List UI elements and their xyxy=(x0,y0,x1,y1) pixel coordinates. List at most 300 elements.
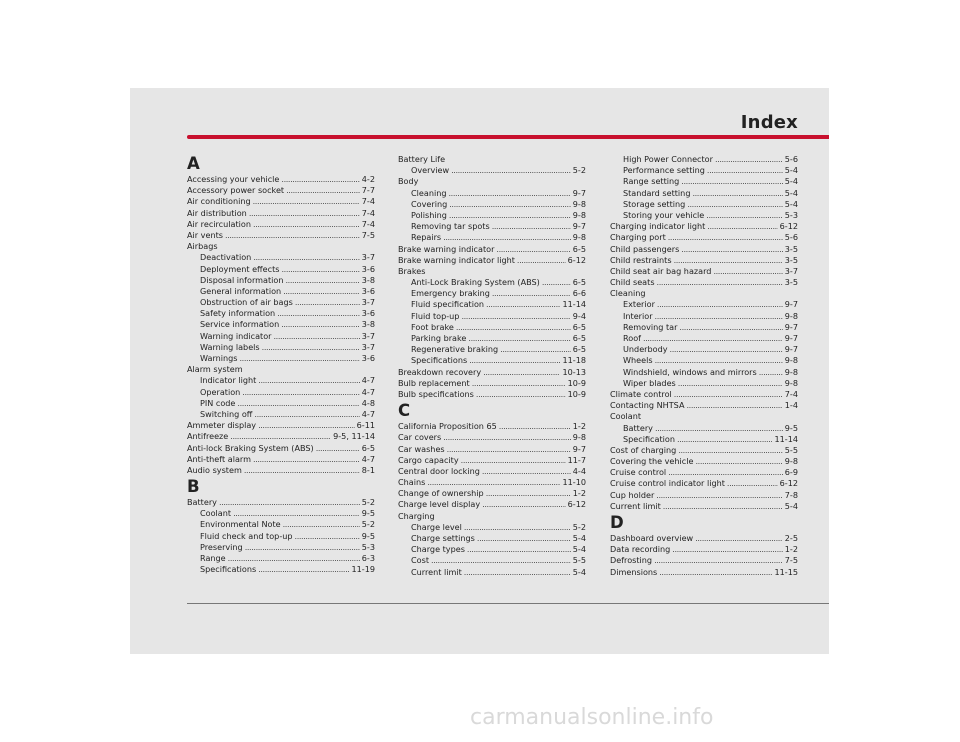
index-subentry xyxy=(398,199,586,210)
leader-dots xyxy=(681,244,782,255)
entry-page: 9-8 xyxy=(572,232,586,243)
leader-dots xyxy=(225,230,360,241)
leader-dots xyxy=(759,367,783,378)
leader-dots xyxy=(249,208,360,219)
index-entry xyxy=(610,255,798,266)
index-entry xyxy=(187,208,375,219)
index-subentry xyxy=(187,531,375,542)
index-entry xyxy=(610,533,798,544)
entry-page: 3-6 xyxy=(361,308,375,319)
index-entry xyxy=(610,221,798,232)
entry-text: Wiper blades xyxy=(623,377,676,388)
entry-text: Cleaning xyxy=(411,187,447,198)
leader-dots xyxy=(281,319,360,330)
index-entry xyxy=(398,421,586,432)
index-entry xyxy=(610,490,798,501)
leader-dots xyxy=(713,266,782,277)
index-subentry xyxy=(398,311,586,322)
leader-dots xyxy=(237,398,359,409)
index-subentry xyxy=(398,299,586,310)
entry-page: 6-5 xyxy=(572,333,586,343)
entry-text: Child seats xyxy=(610,277,655,288)
entry-page: 9-7 xyxy=(784,333,798,343)
leader-dots xyxy=(443,432,571,443)
footer-rule xyxy=(187,603,829,604)
leader-dots xyxy=(467,544,571,555)
leader-dots xyxy=(659,567,772,578)
entry-page: 1-2 xyxy=(572,421,586,432)
entry-text: Chains xyxy=(398,477,426,488)
index-entry xyxy=(187,497,375,508)
leader-dots xyxy=(451,165,571,176)
leader-dots xyxy=(483,367,560,378)
index-entry xyxy=(398,488,586,499)
index-subentry xyxy=(187,542,375,553)
index-entry xyxy=(187,443,375,454)
entry-text: Switching off xyxy=(200,408,253,419)
leader-dots xyxy=(242,387,359,398)
leader-dots xyxy=(657,299,783,310)
entry-text: Battery xyxy=(623,422,653,433)
entry-text: Repairs xyxy=(411,232,442,243)
entry-page: 4-8 xyxy=(361,397,375,408)
entry-page: 9-8 xyxy=(572,198,586,209)
entry-text: Audio system xyxy=(187,464,242,475)
leader-dots xyxy=(449,210,571,221)
index-subentry xyxy=(398,288,586,299)
index-entry xyxy=(398,176,586,187)
entry-page: 5-6 xyxy=(784,232,798,243)
leader-dots xyxy=(449,188,571,199)
leader-dots xyxy=(706,210,782,221)
index-subentry xyxy=(610,378,798,389)
index-entry xyxy=(187,241,375,252)
entry-text: Contacting NHTSA xyxy=(610,400,685,411)
entry-page: 6-12 xyxy=(567,499,586,510)
entry-text: Defrosting xyxy=(610,555,653,566)
entry-text: Range xyxy=(200,553,226,563)
entry-page: 3-6 xyxy=(361,263,375,274)
entry-text: Airbags xyxy=(187,241,218,252)
index-entry xyxy=(398,477,586,488)
entry-text: Dimensions xyxy=(610,566,658,577)
leader-dots xyxy=(655,311,783,322)
entry-text: Cost xyxy=(411,555,429,566)
entry-text: Data recording xyxy=(610,544,671,555)
entry-text: Anti-theft alarm xyxy=(187,453,251,464)
entry-text: Car washes xyxy=(398,443,445,454)
entry-text: Performance setting xyxy=(623,165,705,176)
index-subentry xyxy=(187,286,375,297)
leader-dots xyxy=(449,199,571,210)
entry-page: 3-5 xyxy=(784,277,798,288)
leader-dots xyxy=(674,255,783,266)
leader-dots xyxy=(679,322,782,333)
index-subentry xyxy=(398,355,586,366)
entry-text: Indicator light xyxy=(200,375,257,386)
entry-page: 5-5 xyxy=(572,555,586,566)
entry-text: Coolant xyxy=(200,508,232,519)
index-subentry xyxy=(187,342,375,353)
index-subentry xyxy=(398,165,586,176)
watermark-logo: carmanualsonline.info xyxy=(470,705,714,730)
entry-page: 9-8 xyxy=(784,310,798,321)
entry-text: Climate control xyxy=(610,388,672,399)
leader-dots xyxy=(727,478,778,489)
entry-text: Change of ownership xyxy=(398,488,484,499)
entry-page: 5-4 xyxy=(784,187,798,198)
entry-text: Obstruction of air bags xyxy=(200,297,293,308)
leader-dots xyxy=(500,344,571,355)
section-letter: C xyxy=(398,401,411,421)
entry-page: 3-5 xyxy=(784,243,798,254)
entry-text: Emergency braking xyxy=(411,288,490,299)
entry-text: Removing tar xyxy=(623,321,678,332)
entry-text: Cleaning xyxy=(610,288,646,299)
index-subentry xyxy=(187,508,375,519)
entry-page: 9-5 xyxy=(784,422,798,433)
entry-text: Preserving xyxy=(200,541,243,552)
index-entry xyxy=(187,465,375,476)
index-entry xyxy=(610,456,798,467)
entry-page: 6-6 xyxy=(572,288,586,299)
entry-page: 9-8 xyxy=(572,209,586,220)
page-title: Index xyxy=(740,112,798,133)
index-subentry xyxy=(187,409,375,420)
entry-page: 6-5 xyxy=(361,442,375,453)
entry-page: 4-7 xyxy=(361,453,375,464)
index-subentry xyxy=(610,355,798,366)
entry-text: Roof xyxy=(623,333,642,343)
entry-text: California Proposition 65 xyxy=(398,421,497,432)
leader-dots xyxy=(431,555,571,566)
leader-dots xyxy=(253,252,359,263)
leader-dots xyxy=(468,333,570,344)
entry-page: 3-7 xyxy=(361,341,375,352)
leader-dots xyxy=(492,221,571,232)
index-column-1 xyxy=(187,154,375,575)
entry-text: Accessing your vehicle xyxy=(187,174,280,184)
entry-page: 5-4 xyxy=(784,500,798,511)
entry-page: 7-4 xyxy=(361,207,375,218)
entry-text: Brake warning indicator xyxy=(398,243,495,254)
leader-dots xyxy=(477,533,571,544)
entry-text: Overview xyxy=(411,165,450,176)
entry-text: Fluid specification xyxy=(411,299,485,310)
entry-text: Charge settings xyxy=(411,533,475,543)
entry-page: 10-9 xyxy=(567,388,586,399)
index-subentry xyxy=(398,333,586,344)
index-entry xyxy=(610,411,798,422)
leader-dots xyxy=(230,431,331,442)
entry-page: 3-7 xyxy=(361,330,375,341)
leader-dots xyxy=(456,322,571,333)
index-entry xyxy=(187,174,375,185)
index-entry xyxy=(610,232,798,243)
leader-dots xyxy=(672,544,782,555)
entry-page: 5-4 xyxy=(572,533,586,543)
index-entry xyxy=(610,389,798,400)
entry-text: Specifications xyxy=(200,564,257,575)
entry-text: Charging port xyxy=(610,232,666,243)
index-entry xyxy=(187,196,375,207)
entry-page: 9-7 xyxy=(572,221,586,232)
leader-dots xyxy=(254,409,359,420)
leader-dots xyxy=(677,434,773,445)
leader-dots xyxy=(668,467,783,478)
index-subentry xyxy=(187,519,375,530)
entry-page: 5-3 xyxy=(361,541,375,552)
entry-page: 7-4 xyxy=(784,388,798,399)
entry-page: 6-9 xyxy=(784,467,798,478)
index-entry xyxy=(187,431,375,442)
entry-page: 5-4 xyxy=(784,198,798,209)
index-entry xyxy=(187,185,375,196)
index-subentry xyxy=(398,277,586,288)
index-subentry xyxy=(610,210,798,221)
leader-dots xyxy=(447,444,571,455)
entry-page: 9-8 xyxy=(572,432,586,443)
entry-page: 7-4 xyxy=(361,196,375,207)
leader-dots xyxy=(715,154,783,165)
entry-page: 11-10 xyxy=(562,477,586,488)
entry-page: 9-4 xyxy=(572,310,586,321)
entry-text: Central door locking xyxy=(398,465,480,476)
leader-dots xyxy=(643,333,783,344)
entry-text: Interior xyxy=(623,310,653,321)
index-subentry xyxy=(187,375,375,386)
entry-text: Underbody xyxy=(623,344,668,355)
entry-page: 9-8 xyxy=(784,377,798,388)
leader-dots xyxy=(486,299,560,310)
index-subentry xyxy=(187,553,375,564)
entry-page: 6-12 xyxy=(567,254,586,265)
entry-text: Range setting xyxy=(623,176,680,187)
leader-dots xyxy=(219,497,360,508)
entry-page: 3-7 xyxy=(361,252,375,263)
entry-page: 7-5 xyxy=(784,555,798,566)
entry-text: Deactivation xyxy=(200,252,252,263)
entry-text: Covering xyxy=(411,198,448,209)
entry-page: 5-4 xyxy=(784,165,798,176)
entry-page: 11-14 xyxy=(562,299,586,310)
index-subentry xyxy=(187,264,375,275)
entry-text: Environmental Note xyxy=(200,519,281,530)
entry-text: Specifications xyxy=(411,355,468,366)
entry-text: Cost of charging xyxy=(610,444,677,455)
leader-dots xyxy=(253,454,360,465)
index-subentry xyxy=(187,308,375,319)
entry-page: 10-13 xyxy=(562,366,586,377)
entry-page: 6-3 xyxy=(361,553,375,563)
leader-dots xyxy=(258,564,349,575)
leader-dots xyxy=(253,219,360,230)
section-letter: A xyxy=(187,154,200,173)
entry-text: Current limit xyxy=(610,500,661,511)
entry-text: Regenerative braking xyxy=(411,344,499,355)
entry-page: 9-5, 11-14 xyxy=(333,431,375,442)
entry-text: Child restraints xyxy=(610,254,672,265)
index-entry xyxy=(398,154,586,165)
index-entry xyxy=(610,244,798,255)
entry-text: Battery xyxy=(187,497,217,508)
index-entry xyxy=(398,444,586,455)
entry-page: 9-8 xyxy=(784,366,798,377)
entry-page: 9-5 xyxy=(361,508,375,519)
leader-dots xyxy=(692,188,782,199)
index-subentry xyxy=(398,567,586,578)
index-entry xyxy=(610,288,798,299)
entry-page: 5-6 xyxy=(784,154,798,164)
index-entry xyxy=(398,367,586,378)
entry-text: Air distribution xyxy=(187,207,247,218)
entry-text: Brakes xyxy=(398,265,426,276)
entry-text: Windshield, windows and mirrors xyxy=(623,366,757,377)
index-entry xyxy=(398,266,586,277)
leader-dots xyxy=(668,232,783,243)
entry-page: 11-7 xyxy=(567,454,586,465)
entry-text: Specification xyxy=(623,433,675,444)
entry-text: Cargo capacity xyxy=(398,454,459,465)
entry-text: Covering the vehicle xyxy=(610,456,694,467)
entry-page: 9-5 xyxy=(361,530,375,541)
entry-text: Anti-lock Braking System (ABS) xyxy=(187,442,314,453)
index-subentry xyxy=(610,311,798,322)
index-subentry xyxy=(187,398,375,409)
entry-text: Operation xyxy=(200,386,241,397)
entry-page: 7-4 xyxy=(361,218,375,229)
entry-page: 1-4 xyxy=(784,400,798,411)
index-subentry xyxy=(610,367,798,378)
entry-text: Bulb specifications xyxy=(398,388,474,399)
entry-page: 9-7 xyxy=(784,321,798,332)
index-entry xyxy=(398,255,586,266)
entry-text: Child passengers xyxy=(610,243,680,254)
index-subentry xyxy=(398,533,586,544)
leader-dots xyxy=(674,389,783,400)
index-entry xyxy=(610,445,798,456)
entry-text: Storage setting xyxy=(623,198,686,209)
leader-dots xyxy=(678,378,783,389)
entry-page: 3-7 xyxy=(784,265,798,276)
index-entry xyxy=(610,544,798,555)
entry-page: 1-2 xyxy=(572,488,586,499)
index-subentry xyxy=(610,423,798,434)
index-subentry xyxy=(398,188,586,199)
entry-page: 5-3 xyxy=(784,209,798,220)
entry-page: 4-7 xyxy=(361,375,375,386)
entry-text: Charging indicator light xyxy=(610,221,706,232)
leader-dots xyxy=(482,466,571,477)
entry-page: 9-7 xyxy=(784,299,798,310)
index-entry xyxy=(610,501,798,512)
entry-page: 6-5 xyxy=(572,243,586,254)
index-entry xyxy=(187,420,375,431)
leader-dots xyxy=(427,477,560,488)
index-entry xyxy=(610,277,798,288)
entry-page: 4-4 xyxy=(572,465,586,476)
entry-page: 6-5 xyxy=(572,277,586,288)
entry-text: Brake warning indicator light xyxy=(398,254,515,265)
entry-page: 1-2 xyxy=(784,544,798,555)
leader-dots xyxy=(245,542,360,553)
index-subentry xyxy=(398,544,586,555)
index-entry xyxy=(398,466,586,477)
index-subentry xyxy=(187,331,375,342)
leader-dots xyxy=(258,375,359,386)
index-entry xyxy=(187,219,375,230)
leader-dots xyxy=(492,288,571,299)
index-column-2 xyxy=(398,154,586,578)
leader-dots xyxy=(517,255,566,266)
entry-page: 5-4 xyxy=(572,566,586,577)
entry-text: Current limit xyxy=(411,566,462,577)
leader-dots xyxy=(461,455,566,466)
index-entry xyxy=(610,266,798,277)
entry-page: 2-5 xyxy=(784,533,798,543)
index-subentry xyxy=(398,221,586,232)
entry-text: Car covers xyxy=(398,432,442,443)
entry-text: Alarm system xyxy=(187,364,243,375)
entry-page: 6-11 xyxy=(356,420,375,431)
entry-text: Service information xyxy=(200,319,280,330)
entry-page: 10-9 xyxy=(567,377,586,388)
entry-page: 4-7 xyxy=(361,408,375,419)
index-subentry xyxy=(610,199,798,210)
entry-text: Breakdown recovery xyxy=(398,366,482,377)
leader-dots xyxy=(707,165,783,176)
entry-page: 3-6 xyxy=(361,285,375,296)
section-letter: B xyxy=(187,477,200,497)
index-subentry xyxy=(187,275,375,286)
index-entry xyxy=(610,467,798,478)
leader-dots xyxy=(443,232,571,243)
leader-dots xyxy=(464,567,571,578)
leader-dots xyxy=(655,355,783,366)
leader-dots xyxy=(687,199,782,210)
leader-dots xyxy=(482,499,565,510)
entry-text: Air recirculation xyxy=(187,218,251,229)
index-entry xyxy=(398,389,586,400)
entry-page: 4-2 xyxy=(361,174,375,184)
index-subentry xyxy=(187,353,375,364)
entry-page: 6-5 xyxy=(572,321,586,332)
index-entry xyxy=(187,364,375,375)
leader-dots xyxy=(687,400,783,411)
index-entry xyxy=(610,567,798,578)
leader-dots xyxy=(695,456,782,467)
entry-page: 3-5 xyxy=(784,254,798,265)
leader-dots xyxy=(286,185,360,196)
entry-page: 9-7 xyxy=(572,443,586,454)
entry-text: Wheels xyxy=(623,355,653,366)
index-entry xyxy=(187,230,375,241)
index-subentry xyxy=(398,522,586,533)
index-entry xyxy=(398,455,586,466)
entry-text: Bulb replacement xyxy=(398,377,470,388)
leader-dots xyxy=(670,344,783,355)
leader-dots xyxy=(707,221,777,232)
entry-page: 5-2 xyxy=(572,521,586,532)
index-subentry xyxy=(610,188,798,199)
entry-text: Child seat air bag hazard xyxy=(610,265,712,276)
index-entry xyxy=(610,555,798,566)
entry-page: 6-12 xyxy=(779,478,798,489)
index-subentry xyxy=(187,252,375,263)
entry-text: Polishing xyxy=(411,209,447,220)
entry-text: Parking brake xyxy=(411,333,467,343)
index-subentry xyxy=(187,564,375,575)
